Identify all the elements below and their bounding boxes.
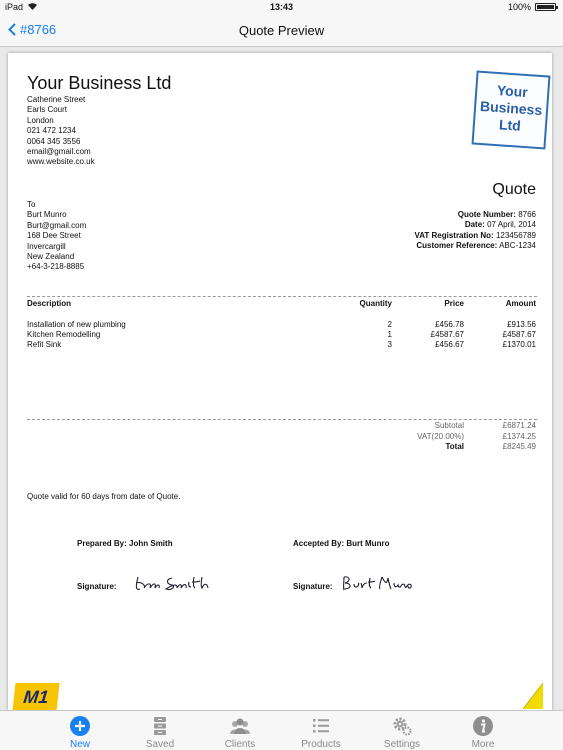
- header-quantity: Quantity: [359, 299, 392, 308]
- total-label: Total: [445, 442, 464, 451]
- battery-icon: [535, 3, 556, 11]
- header-description: Description: [27, 299, 72, 308]
- document-scroll-area[interactable]: [0, 47, 563, 710]
- clock: 13:43: [269, 2, 294, 12]
- tab-label: Clients: [224, 739, 256, 750]
- business-line: 021 472 1234: [27, 126, 76, 136]
- to-label: To: [27, 200, 36, 209]
- tab-label: Saved: [145, 739, 175, 750]
- client-line: +64-3-218-8885: [27, 262, 85, 272]
- tab-saved[interactable]: [120, 711, 200, 750]
- header-amount: Amount: [505, 299, 536, 308]
- battery-percentage: 100%: [507, 2, 531, 12]
- quote-document: Your Business Ltd Catherine Street Earls Court London 021 472 1234 0064 345 3556 email@gmail.com www.website.co.uk Your Business Ltd Quote To Burt Munro Burt@gmail.com 168 Dee Street Invercargill New Zealand +64-3-218-8885 Quote Number: 8766 Date: 07 April, 2014 VAT Registration No: 123456789 Customer Reference: ABC-1234 Description Quantity Price Amount Installation of new plumbing 2 £456.78 £913.56 Kitchen Remodelling 1 £4587.67 £4587.67 Refit Sink 3 £456.67 £1370.01 Subtotal £6871.24 VAT(20.00%) £1374.25 Total £8245.49 Quote valid for 60 days from date of Quote. Prepared By: John Smith Accepted By: Burt Munro Signature: Signature:: [8, 53, 552, 710]
- subtotal-value: £6871.24: [502, 421, 536, 430]
- tab-bar: [0, 710, 563, 750]
- client-address: [27, 200, 86, 273]
- signature-label: Signature:: [77, 582, 117, 591]
- prepared-by: Prepared By: John Smith: [77, 539, 173, 548]
- client-line: Burt@gmail.com: [27, 220, 87, 230]
- page-title: Quote Preview: [238, 23, 325, 38]
- total-value: £8245.49: [502, 442, 536, 451]
- page-curl-icon[interactable]: [523, 683, 545, 709]
- tab-products[interactable]: [281, 711, 361, 750]
- business-line: www.website.co.uk: [27, 157, 95, 167]
- m1-brand-badge: M1: [13, 683, 60, 711]
- tab-label: Settings: [383, 739, 421, 750]
- stack-icon: [149, 715, 171, 737]
- tab-label: New: [69, 739, 90, 750]
- status-bar: [0, 0, 563, 14]
- signature-burt-munro: [338, 573, 422, 595]
- business-line: London: [27, 115, 54, 125]
- quote-date: Date: 07 April, 2014: [464, 220, 536, 230]
- business-name: Your Business Ltd: [27, 73, 172, 93]
- tab-label: Products: [301, 739, 341, 750]
- signature-label: Signature:: [293, 582, 333, 591]
- vat-number: VAT Registration No: 123456789: [414, 230, 536, 240]
- tab-more[interactable]: [443, 711, 523, 750]
- client-line: Burt Munro: [27, 210, 67, 220]
- subtotal-label: Subtotal: [434, 421, 464, 430]
- list-icon: [310, 715, 332, 737]
- back-label: #8766: [20, 22, 57, 37]
- gear-icon: [391, 715, 413, 737]
- tab-label: More: [471, 739, 495, 750]
- tab-new[interactable]: [40, 711, 120, 750]
- customer-reference: Customer Reference: ABC-1234: [416, 241, 536, 251]
- tab-settings[interactable]: [362, 711, 442, 750]
- business-line: 0064 345 3556: [27, 136, 81, 146]
- signature-john-smith: [132, 573, 216, 595]
- business-line: Earls Court: [27, 105, 68, 115]
- validity-note: Quote valid for 60 days from date of Quote.: [27, 492, 181, 501]
- business-line: Catherine Street: [27, 95, 86, 104]
- info-icon: [472, 715, 494, 737]
- accepted-by: Accepted By: Burt Munro: [293, 539, 390, 548]
- business-logo: Your Business Ltd: [472, 71, 551, 150]
- plus-circle-icon: [69, 715, 91, 737]
- divider: [27, 419, 537, 420]
- tab-clients[interactable]: [200, 711, 280, 750]
- people-icon: [229, 715, 251, 737]
- header-price: Price: [444, 299, 464, 308]
- quote-meta: [414, 210, 536, 252]
- client-line: Invercargill: [27, 241, 66, 251]
- vat-label: VAT(20.00%): [417, 432, 464, 441]
- navigation-bar: [0, 14, 563, 47]
- business-address: [27, 95, 95, 168]
- vat-value: £1374.25: [502, 432, 536, 441]
- quote-heading: Quote: [492, 181, 536, 198]
- client-line: New Zealand: [27, 252, 75, 262]
- quote-number: Quote Number: 8766: [457, 210, 536, 219]
- divider: [27, 296, 537, 297]
- business-line: email@gmail.com: [27, 147, 91, 157]
- client-line: 168 Dee Street: [27, 231, 81, 241]
- device-name: iPad: [5, 2, 24, 12]
